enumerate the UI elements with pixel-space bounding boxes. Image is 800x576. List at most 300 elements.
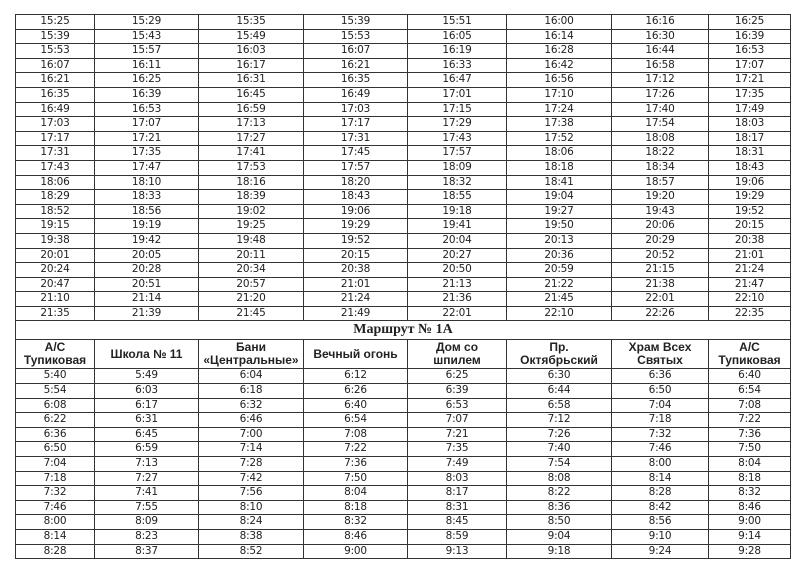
time-cell: 17:03 [304,102,408,117]
time-cell: 20:24 [16,263,95,278]
time-cell: 6:03 [95,384,199,399]
route-header-section [16,340,791,369]
time-cell: 8:38 [199,530,304,545]
time-cell: 8:32 [709,486,791,501]
time-cell: 20:28 [95,263,199,278]
time-cell: 8:17 [408,486,507,501]
time-cell: 16:45 [199,87,304,102]
stop-header-line: «Центральные» [203,353,299,368]
time-cell: 20:06 [612,219,709,234]
stop-header-line: Святых [637,353,683,368]
stop-header [16,340,95,369]
time-cell: 21:22 [507,277,612,292]
time-cell: 17:35 [95,146,199,161]
time-cell: 16:42 [507,58,612,73]
table-row [16,263,791,278]
time-cell: 17:07 [95,117,199,132]
time-cell: 16:14 [507,29,612,44]
time-cell: 6:58 [507,398,612,413]
time-cell: 17:29 [408,117,507,132]
time-cell: 19:27 [507,204,612,219]
time-cell: 15:29 [95,15,199,30]
time-cell: 6:40 [304,398,408,413]
time-cell: 19:52 [709,204,791,219]
time-cell: 15:57 [95,44,199,59]
time-cell: 20:51 [95,277,199,292]
stop-header-line: А/С [44,340,66,355]
time-cell: 17:57 [408,146,507,161]
time-cell: 18:33 [95,190,199,205]
stop-header [612,340,709,369]
time-cell: 18:32 [408,175,507,190]
time-cell: 16:05 [408,29,507,44]
stop-header [304,340,408,369]
time-cell: 20:29 [612,233,709,248]
time-cell: 7:26 [507,427,612,442]
time-cell: 19:43 [612,204,709,219]
time-cell: 7:41 [95,486,199,501]
table-row [16,486,791,501]
time-cell: 16:35 [304,73,408,88]
time-cell: 18:29 [16,190,95,205]
time-cell: 22:10 [507,306,612,321]
time-cell: 7:22 [709,413,791,428]
table-row [16,277,791,292]
time-cell: 20:27 [408,248,507,263]
time-cell: 8:46 [304,530,408,545]
time-cell: 16:07 [16,58,95,73]
time-cell: 19:18 [408,204,507,219]
table-row [16,544,791,559]
time-cell: 8:52 [199,544,304,559]
time-cell: 6:26 [304,384,408,399]
table-row [16,427,791,442]
time-cell: 6:39 [408,384,507,399]
time-cell: 19:42 [95,233,199,248]
time-cell: 19:41 [408,219,507,234]
time-cell: 7:46 [16,500,95,515]
stop-header-line: Школа № 11 [110,346,183,361]
time-cell: 15:43 [95,29,199,44]
time-cell: 17:35 [709,87,791,102]
stop-header [408,340,507,369]
time-cell: 21:36 [408,292,507,307]
time-cell: 8:56 [612,515,709,530]
time-cell: 21:24 [304,292,408,307]
time-cell: 17:27 [199,131,304,146]
table-row [16,248,791,263]
time-cell: 17:31 [304,131,408,146]
time-cell: 7:50 [709,442,791,457]
time-cell: 8:08 [507,471,612,486]
time-cell: 9:28 [709,544,791,559]
time-cell: 16:49 [16,102,95,117]
time-cell: 7:22 [304,442,408,457]
stop-header-line: Октябрьский [520,353,598,368]
time-cell: 6:32 [199,398,304,413]
time-cell: 8:14 [16,530,95,545]
time-cell: 16:11 [95,58,199,73]
table-row [16,292,791,307]
time-cell: 17:38 [507,117,612,132]
time-cell: 18:16 [199,175,304,190]
time-cell: 9:04 [507,530,612,545]
time-cell: 7:18 [612,413,709,428]
time-cell: 21:13 [408,277,507,292]
time-cell: 16:25 [709,15,791,30]
time-cell: 20:13 [507,233,612,248]
time-cell: 17:07 [709,58,791,73]
stop-header-line: Пр. [549,340,569,355]
time-cell: 19:38 [16,233,95,248]
table-row [16,15,791,30]
time-cell: 19:19 [95,219,199,234]
time-cell: 8:46 [709,500,791,515]
time-cell: 7:07 [408,413,507,428]
time-cell: 20:15 [709,219,791,234]
time-cell: 16:16 [612,15,709,30]
time-cell: 19:15 [16,219,95,234]
column-header-row [16,340,791,369]
time-cell: 7:32 [16,486,95,501]
time-cell: 17:24 [507,102,612,117]
time-cell: 6:54 [304,413,408,428]
time-cell: 6:31 [95,413,199,428]
time-cell: 20:59 [507,263,612,278]
time-cell: 17:45 [304,146,408,161]
time-cell: 16:00 [507,15,612,30]
time-cell: 6:30 [507,369,612,384]
time-cell: 21:10 [16,292,95,307]
time-cell: 18:56 [95,204,199,219]
time-cell: 7:08 [709,398,791,413]
time-cell: 18:52 [16,204,95,219]
time-cell: 17:17 [304,117,408,132]
time-cell: 15:51 [408,15,507,30]
time-cell: 6:46 [199,413,304,428]
time-cell: 19:25 [199,219,304,234]
time-cell: 8:03 [408,471,507,486]
time-cell: 16:07 [304,44,408,59]
table-row [16,515,791,530]
time-cell: 19:02 [199,204,304,219]
time-cell: 7:55 [95,500,199,515]
time-cell: 8:18 [304,500,408,515]
time-cell: 7:49 [408,457,507,472]
time-cell: 16:30 [612,29,709,44]
time-cell: 17:15 [408,102,507,117]
time-cell: 21:35 [16,306,95,321]
time-cell: 16:03 [199,44,304,59]
time-cell: 19:29 [709,190,791,205]
time-cell: 7:12 [507,413,612,428]
table-row [16,413,791,428]
table-row [16,398,791,413]
table-row [16,29,791,44]
time-cell: 21:39 [95,306,199,321]
time-cell: 16:28 [507,44,612,59]
time-cell: 17:49 [709,102,791,117]
time-cell: 7:36 [304,457,408,472]
time-cell: 18:31 [709,146,791,161]
time-cell: 18:03 [709,117,791,132]
time-cell: 15:49 [199,29,304,44]
time-cell: 8:10 [199,500,304,515]
time-cell: 18:06 [16,175,95,190]
time-cell: 17:01 [408,87,507,102]
time-cell: 21:38 [612,277,709,292]
time-cell: 20:38 [304,263,408,278]
time-cell: 17:21 [709,73,791,88]
time-cell: 17:26 [612,87,709,102]
time-cell: 9:14 [709,530,791,545]
time-cell: 8:18 [709,471,791,486]
table-row [16,457,791,472]
time-cell: 7:36 [709,427,791,442]
time-cell: 22:26 [612,306,709,321]
time-cell: 19:04 [507,190,612,205]
time-cell: 8:04 [304,486,408,501]
time-cell: 17:40 [612,102,709,117]
time-cell: 19:48 [199,233,304,248]
time-cell: 16:21 [304,58,408,73]
time-cell: 16:31 [199,73,304,88]
time-cell: 17:17 [16,131,95,146]
time-cell: 16:58 [612,58,709,73]
time-cell: 18:17 [709,131,791,146]
time-cell: 7:54 [507,457,612,472]
time-cell: 8:28 [16,544,95,559]
time-cell: 7:28 [199,457,304,472]
time-cell: 17:47 [95,160,199,175]
time-cell: 17:10 [507,87,612,102]
time-cell: 21:47 [709,277,791,292]
route-section-body [16,369,791,559]
time-cell: 7:14 [199,442,304,457]
time-cell: 6:54 [709,384,791,399]
time-cell: 17:53 [199,160,304,175]
table-row [16,471,791,486]
time-cell: 18:06 [507,146,612,161]
time-cell: 18:55 [408,190,507,205]
time-cell: 9:00 [304,544,408,559]
time-cell: 9:13 [408,544,507,559]
time-cell: 5:40 [16,369,95,384]
time-cell: 18:43 [304,190,408,205]
time-cell: 8:14 [612,471,709,486]
stop-header [709,340,791,369]
stop-header-line: Дом со [435,340,479,355]
time-cell: 7:46 [612,442,709,457]
time-cell: 21:45 [199,306,304,321]
time-cell: 20:52 [612,248,709,263]
time-cell: 8:45 [408,515,507,530]
table-row [16,102,791,117]
time-cell: 8:09 [95,515,199,530]
time-cell: 20:04 [408,233,507,248]
time-cell: 20:34 [199,263,304,278]
time-cell: 6:08 [16,398,95,413]
time-cell: 8:04 [709,457,791,472]
time-cell: 6:04 [199,369,304,384]
time-cell: 16:17 [199,58,304,73]
route-title-section [16,321,791,340]
time-cell: 19:52 [304,233,408,248]
table-row [16,306,791,321]
stop-header-line: Вечный огонь [313,346,398,361]
time-cell: 7:40 [507,442,612,457]
time-cell: 6:18 [199,384,304,399]
time-cell: 21:01 [304,277,408,292]
time-cell: 6:17 [95,398,199,413]
time-cell: 16:47 [408,73,507,88]
time-cell: 8:42 [612,500,709,515]
stop-header-line: шпилем [433,353,481,368]
stop-header-line: Бани [236,340,266,355]
time-cell: 7:08 [304,427,408,442]
time-cell: 9:10 [612,530,709,545]
time-cell: 20:57 [199,277,304,292]
time-cell: 6:59 [95,442,199,457]
time-cell: 20:01 [16,248,95,263]
time-cell: 21:15 [612,263,709,278]
time-cell: 8:24 [199,515,304,530]
table-row [16,44,791,59]
time-cell: 8:59 [408,530,507,545]
time-cell: 8:37 [95,544,199,559]
time-cell: 19:20 [612,190,709,205]
time-cell: 18:41 [507,175,612,190]
time-cell: 17:43 [16,160,95,175]
time-cell: 18:22 [612,146,709,161]
time-cell: 6:50 [612,384,709,399]
time-cell: 7:35 [408,442,507,457]
time-cell: 16:39 [95,87,199,102]
time-cell: 8:31 [408,500,507,515]
time-cell: 20:05 [95,248,199,263]
time-cell: 18:43 [709,160,791,175]
time-cell: 8:32 [304,515,408,530]
time-cell: 16:53 [95,102,199,117]
time-cell: 7:18 [16,471,95,486]
stop-header [95,340,199,369]
time-cell: 7:21 [408,427,507,442]
timetable [15,14,791,559]
time-cell: 19:06 [304,204,408,219]
time-cell: 7:32 [612,427,709,442]
time-cell: 21:49 [304,306,408,321]
time-cell: 18:20 [304,175,408,190]
time-cell: 9:18 [507,544,612,559]
table-row [16,369,791,384]
time-cell: 8:50 [507,515,612,530]
time-cell: 17:12 [612,73,709,88]
stop-header-line: Храм Всех [628,340,692,355]
time-cell: 5:49 [95,369,199,384]
stop-header-line: Тупиковая [718,353,781,368]
top-section-body [16,15,791,321]
stop-header [507,340,612,369]
time-cell: 17:31 [16,146,95,161]
time-cell: 7:04 [16,457,95,472]
time-cell: 18:18 [507,160,612,175]
time-cell: 16:19 [408,44,507,59]
time-cell: 17:13 [199,117,304,132]
time-cell: 8:22 [507,486,612,501]
time-cell: 15:39 [16,29,95,44]
time-cell: 17:41 [199,146,304,161]
time-cell: 7:42 [199,471,304,486]
time-cell: 22:01 [408,306,507,321]
time-cell: 16:56 [507,73,612,88]
table-row [16,58,791,73]
time-cell: 21:45 [507,292,612,307]
table-row [16,73,791,88]
time-cell: 20:15 [304,248,408,263]
time-cell: 15:35 [199,15,304,30]
time-cell: 6:44 [507,384,612,399]
table-row [16,160,791,175]
time-cell: 16:44 [612,44,709,59]
time-cell: 6:53 [408,398,507,413]
table-row [16,233,791,248]
time-cell: 22:01 [612,292,709,307]
time-cell: 21:20 [199,292,304,307]
time-cell: 16:39 [709,29,791,44]
time-cell: 22:10 [709,292,791,307]
time-cell: 9:00 [709,515,791,530]
time-cell: 17:03 [16,117,95,132]
time-cell: 16:53 [709,44,791,59]
table-row [16,87,791,102]
time-cell: 21:14 [95,292,199,307]
table-row [16,175,791,190]
time-cell: 7:04 [612,398,709,413]
time-cell: 18:39 [199,190,304,205]
time-cell: 20:47 [16,277,95,292]
time-cell: 18:10 [95,175,199,190]
time-cell: 6:25 [408,369,507,384]
time-cell: 5:54 [16,384,95,399]
time-cell: 15:39 [304,15,408,30]
time-cell: 7:56 [199,486,304,501]
time-cell: 7:50 [304,471,408,486]
time-cell: 18:09 [408,160,507,175]
time-cell: 8:23 [95,530,199,545]
time-cell: 18:34 [612,160,709,175]
time-cell: 6:36 [612,369,709,384]
time-cell: 6:45 [95,427,199,442]
time-cell: 21:01 [709,248,791,263]
timetable-document [15,14,790,559]
table-row [16,190,791,205]
time-cell: 8:28 [612,486,709,501]
stop-header-line: Тупиковая [23,353,87,368]
table-row [16,500,791,515]
time-cell: 16:49 [304,87,408,102]
time-cell: 6:12 [304,369,408,384]
time-cell: 6:36 [16,427,95,442]
time-cell: 20:11 [199,248,304,263]
time-cell: 8:36 [507,500,612,515]
time-cell: 20:38 [709,233,791,248]
time-cell: 15:53 [304,29,408,44]
table-row [16,204,791,219]
time-cell: 17:43 [408,131,507,146]
table-row [16,117,791,132]
table-row [16,219,791,234]
table-row [16,530,791,545]
